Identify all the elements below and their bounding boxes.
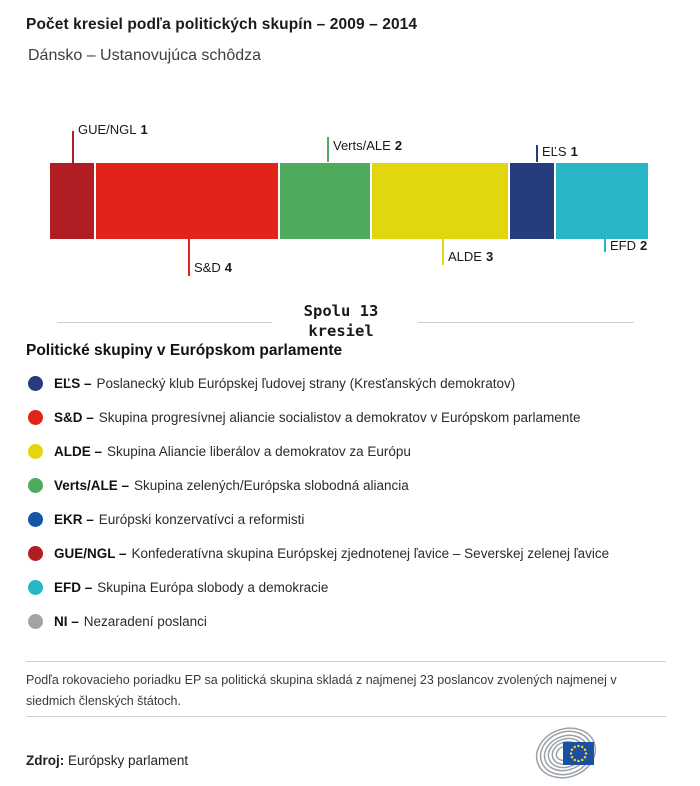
- legend-color-dot: [28, 512, 43, 527]
- legend: [26, 366, 686, 638]
- callout-line-gue-ngl: [72, 131, 74, 163]
- callout-label-s-d: S&D 4: [194, 260, 232, 275]
- legend-row-gue-ngl: [26, 536, 686, 570]
- callout-label-efd: EFD 2: [610, 238, 648, 253]
- legend-item-text: Verts/ALE – Skupina zelených/Európska slobodná aliancia: [54, 477, 409, 493]
- legend-color-dot: [28, 478, 43, 493]
- footnote-text: Podľa rokovacieho poriadku EP sa politická skupina skladá z najmenej 23 poslancov zvolených najmenej v siedmich členských štátoch.: [26, 673, 617, 708]
- legend-color-dot: [28, 410, 43, 425]
- callout-line-efd: [604, 239, 606, 252]
- bar-segment-verts-ale: [280, 163, 372, 239]
- callout-line-verts-ale: [327, 137, 329, 162]
- footnote-divider: [26, 661, 666, 662]
- callout-label-gue-ngl: GUE/NGL 1: [78, 122, 148, 137]
- callout-line-alde: [442, 239, 444, 265]
- legend-item-text: NI – Nezaradení poslanci: [54, 613, 207, 629]
- legend-row-efd: [26, 570, 686, 604]
- total-seats-line2: kresiel: [308, 322, 374, 340]
- legend-item-text: EFD – Skupina Európa slobody a demokracie: [54, 579, 329, 595]
- page-subtitle: Dánsko – Ustanovujúca schôdza: [28, 47, 262, 64]
- bar-segment-s-d: [96, 163, 280, 239]
- callout-label-e-s: EĽS 1: [542, 144, 578, 159]
- legend-row-e-s: [26, 366, 686, 400]
- legend-item-text: EĽS – Poslanecký klub Európskej ľudovej strany (Kresťanských demokratov): [54, 375, 516, 391]
- callout-line-e-s: [536, 145, 538, 162]
- source-line: [26, 753, 188, 768]
- callout-line-s-d: [188, 239, 190, 276]
- total-seats-line1: Spolu 13: [303, 302, 379, 320]
- legend-row-verts-ale: [26, 468, 686, 502]
- bar-segment-e-s: [510, 163, 556, 239]
- legend-row-alde: [26, 434, 686, 468]
- legend-item-text: EKR – Európski konzervatívci a reformisti: [54, 511, 305, 527]
- european-parliament-logo: [520, 722, 698, 784]
- summary-divider-right: [418, 322, 634, 323]
- legend-color-dot: [28, 614, 43, 629]
- footer-divider: [26, 716, 666, 717]
- bar-segment-alde: [372, 163, 510, 239]
- callout-label-verts-ale: Verts/ALE 2: [333, 138, 403, 153]
- legend-color-dot: [28, 546, 43, 561]
- total-seats-label: [241, 301, 441, 341]
- bar-segment-gue-ngl: [50, 163, 96, 239]
- legend-row-ekr: [26, 502, 686, 536]
- legend-item-text: ALDE – Skupina Aliancie liberálov a demokratov za Európu: [54, 443, 411, 459]
- legend-color-dot: [28, 580, 43, 595]
- page-title: Počet kresiel podľa politických skupín – 2009 – 2014: [26, 16, 418, 33]
- source-value: Európsky parlament: [68, 753, 189, 768]
- callout-label-alde: ALDE 3: [448, 249, 494, 264]
- legend-item-text: S&D – Skupina progresívnej aliancie socialistov a demokratov v Európskom parlamente: [54, 409, 581, 425]
- legend-item-text: GUE/NGL – Konfederatívna skupina Európskej zjednotenej ľavice – Severskej zelenej ľavice: [54, 545, 610, 561]
- bar-segment-efd: [556, 163, 648, 239]
- legend-color-dot: [28, 376, 43, 391]
- legend-color-dot: [28, 444, 43, 459]
- legend-row-s-d: [26, 400, 686, 434]
- legend-heading: Politické skupiny v Európskom parlamente: [26, 342, 343, 359]
- seat-bar: [50, 163, 648, 239]
- legend-row-ni: [26, 604, 686, 638]
- summary-divider-left: [57, 322, 272, 323]
- source-label: Zdroj:: [26, 753, 65, 768]
